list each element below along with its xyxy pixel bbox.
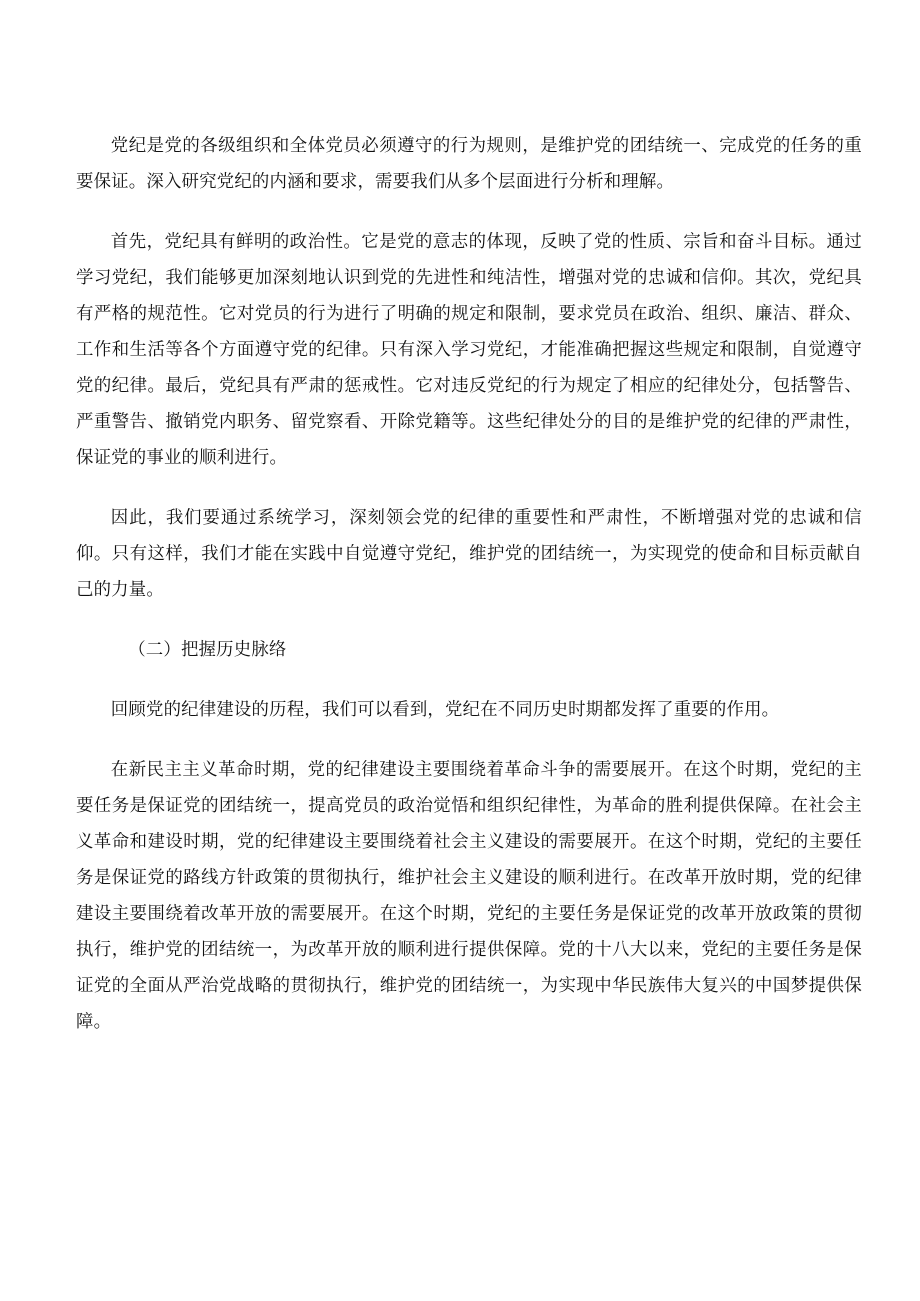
paragraph-history-intro: 回顾党的纪律建设的历程，我们可以看到，党纪在不同历史时期都发挥了重要的作用。 <box>110 700 780 720</box>
paragraph-intro: 党纪是党的各级组织和全体党员必须遵守的行为规则，是维护党的团结统一、完成党的任务的重要保证。深入研究党纪的内涵和要求，需要我们从多个层面进行分析和理解。 <box>76 136 862 192</box>
paragraph-characteristics: 首先，党纪具有鲜明的政治性。它是党的意志的体现，反映了党的性质、宗旨和奋斗目标。通过学习党纪，我们能够更加深刻地认识到党的先进性和纯洁性，增强对党的忠诚和信仰。其次，党纪具有严格的规范性。它对党员的行为进行了明确的规定和限制，要求党员在政治、组织、廉洁、群众、工作和生活等各个方面遵守党的纪律。只有深入学习党纪，才能准确把握这些规定和限制，自觉遵守党的纪律。最后，党纪具有严肃的惩戒性。它对违反党纪的行为规定了相应的纪律处分，包括警告、严重警告、撤销党内职务、留党察看、开除党籍等。这些纪律处分的目的是维护党的纪律的严肃性，保证党的事业的顺利进行。 <box>76 232 862 468</box>
section-heading: （二）把握历史脉络 <box>128 640 287 660</box>
paragraph-conclusion: 因此，我们要通过系统学习，深刻领会党的纪律的重要性和严肃性，不断增强对党的忠诚和信仰。只有这样，我们才能在实践中自觉遵守党纪，维护党的团结统一，为实现党的使命和目标贡献自己的力量。 <box>76 508 862 600</box>
paragraph-history-periods: 在新民主主义革命时期，党的纪律建设主要围绕着革命斗争的需要展开。在这个时期，党纪的主要任务是保证党的团结统一，提高党员的政治觉悟和组织纪律性，为革命的胜利提供保障。在社会主义革命和建设时期，党的纪律建设主要围绕着社会主义建设的需要展开。在这个时期，党纪的主要任务是保证党的路线方针政策的贯彻执行，维护社会主义建设的顺利进行。在改革开放时期，党的纪律建设主要围绕着改革开放的需要展开。在这个时期，党纪的主要任务是保证党的改革开放政策的贯彻执行，维护党的团结统一，为改革开放的顺利进行提供保障。党的十八大以来，党纪的主要任务是保证党的全面从严治党战略的贯彻执行，维护党的团结统一，为实现中华民族伟大复兴的中国梦提供保障。 <box>76 760 862 1032</box>
